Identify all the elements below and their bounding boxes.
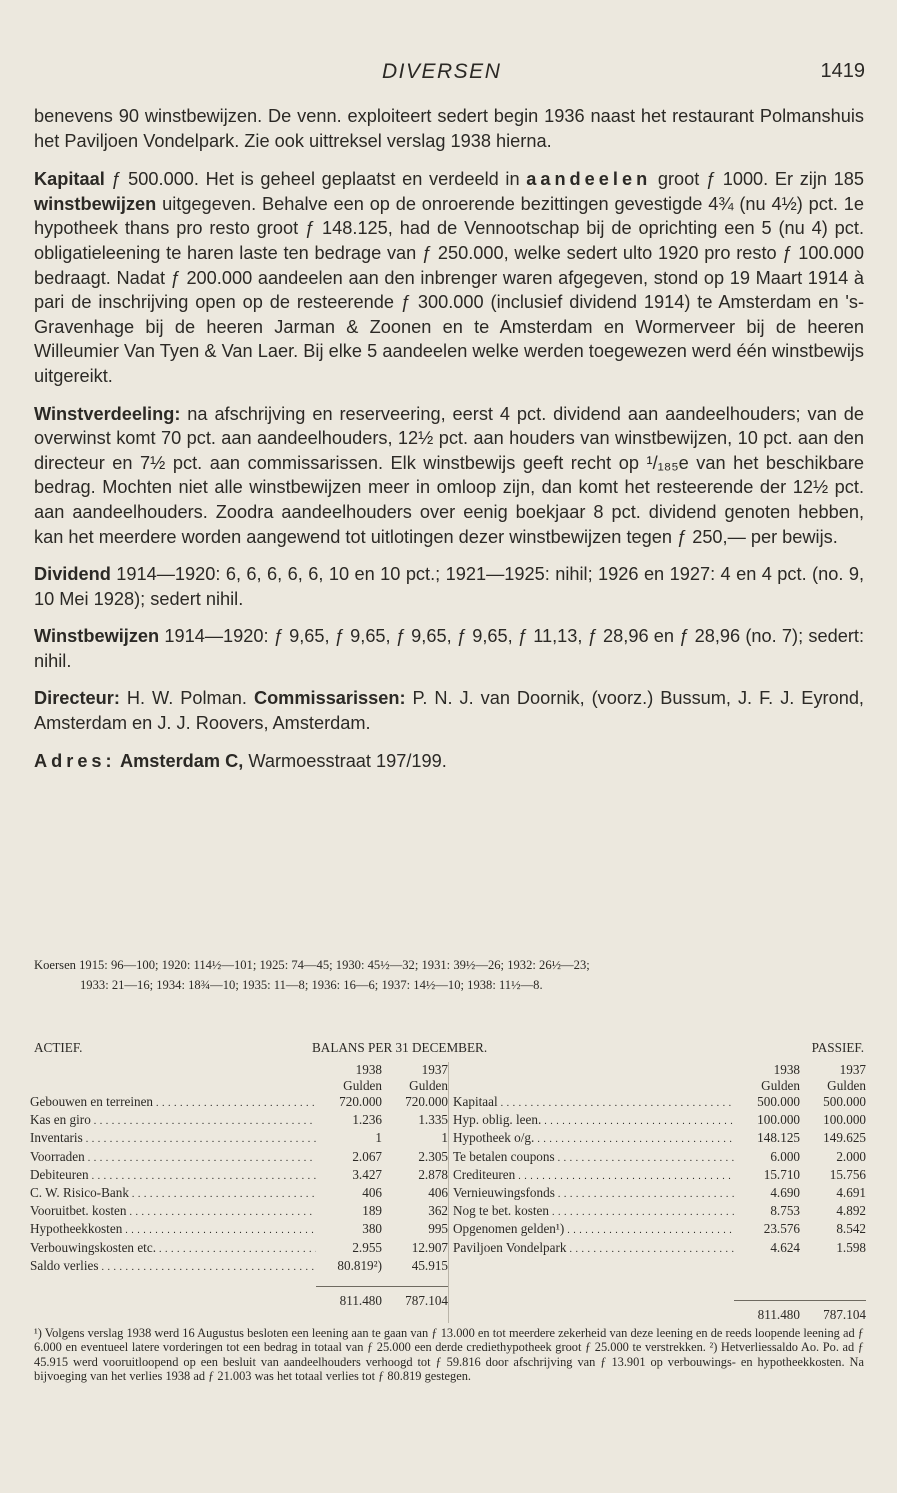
- row-label: Gebouwen en terreinen . . .: [30, 1094, 316, 1112]
- value-1937: 12.907: [411, 1239, 448, 1255]
- value-1937: 15.756: [829, 1166, 866, 1182]
- row-label: Vernieuwingsfonds . . .: [453, 1185, 734, 1203]
- assets-totals: [316, 1286, 448, 1309]
- value-1938: 23.576: [763, 1221, 800, 1237]
- asset-row: [30, 1203, 448, 1221]
- liability-row: [453, 1112, 866, 1130]
- balance-title: BALANS PER 31 DECEMBER.: [312, 1040, 488, 1055]
- row-label: Opgenomen gelden¹) . . .: [453, 1221, 734, 1239]
- total-1938: 811.480: [339, 1293, 382, 1309]
- row-label: Voorraden . . .: [30, 1149, 316, 1167]
- row-label: Paviljoen Vondelpark . . .: [453, 1240, 734, 1258]
- commissarissen-label: Commissarissen:: [253, 688, 406, 709]
- value-1937: 720.000: [405, 1094, 448, 1109]
- value-1937: 8.542: [836, 1221, 866, 1237]
- liabilities-rows: [453, 1094, 866, 1258]
- row-label: Kas en giro . . .: [30, 1112, 316, 1130]
- koersen-line-2: 1933: 21—16; 1934: 18¾—10; 1935: 11—8; 1936: 16—6; 1937: 14½—10; 1938: 11½—8.: [80, 978, 543, 992]
- row-label: Vooruitbet. kosten . . .: [30, 1203, 316, 1221]
- value-1937: 500.000: [823, 1094, 866, 1109]
- directeur-text: H. W. Polman.: [119, 688, 254, 709]
- row-label: Crediteuren . . .: [453, 1167, 734, 1185]
- row-label: Hypotheekkosten . . .: [30, 1221, 316, 1239]
- koersen-line-1: Koersen 1915: 96—100; 1920: 114½—101; 1925: 74—45; 1930: 45½—32; 1931: 39½—26; 1932: 26½—23;: [34, 958, 590, 972]
- winstbewijzen-paragraph: [34, 624, 864, 673]
- dividend-paragraph: [34, 562, 864, 611]
- value-1937: 1: [441, 1130, 448, 1146]
- body-text: [34, 104, 864, 786]
- row-label: Hyp. oblig. leen. . . .: [453, 1112, 734, 1130]
- value-1938: 15.710: [763, 1166, 800, 1182]
- adres-paragraph: [34, 749, 864, 774]
- balance-sheet: [30, 1040, 866, 1323]
- adres-street: Warmoesstraat 197/199.: [243, 750, 447, 771]
- actief-heading: ACTIEF.: [34, 1040, 83, 1055]
- asset-row: [30, 1240, 448, 1258]
- unit-label: Gulden: [761, 1078, 800, 1093]
- row-label: Verbouwingskosten etc. . . .: [30, 1240, 316, 1258]
- total-1937: 787.104: [405, 1293, 448, 1309]
- winstverdeeling-label: Winstverdeeling:: [34, 403, 181, 424]
- value-1938: 6.000: [770, 1148, 800, 1164]
- value-1938: 2.067: [352, 1148, 382, 1164]
- value-1937: 1.598: [836, 1239, 866, 1255]
- directeur-label: Directeur:: [34, 688, 120, 709]
- value-1938: 406: [362, 1185, 382, 1201]
- value-1938: 720.000: [339, 1094, 382, 1109]
- value-1937: 45.915: [411, 1257, 448, 1273]
- year-1937: 1937: [839, 1062, 866, 1077]
- value-1937: 2.878: [418, 1166, 448, 1182]
- assets-unit-head: [30, 1078, 448, 1094]
- value-1938: 500.000: [757, 1094, 800, 1109]
- asset-row: [30, 1149, 448, 1167]
- kapitaal-label: Kapitaal: [34, 169, 105, 190]
- row-label: Inventaris . . .: [30, 1130, 316, 1148]
- asset-row: [30, 1185, 448, 1203]
- running-title: DIVERSEN: [382, 60, 502, 83]
- asset-row: [30, 1221, 448, 1239]
- kapitaal-text-b: groot ƒ 1000. Er zijn 185: [651, 169, 864, 190]
- commissarissen-text: P. N. J. van Doornik, (voorz.) Bussum, J. F. J. Eyrond, Amsterdam en J. J. Roovers, Amsterdam.: [34, 688, 864, 734]
- winstbewijzen-label: Winstbewijzen: [34, 626, 160, 647]
- liabilities-totals: [734, 1300, 866, 1323]
- kapitaal-paragraph: [34, 167, 864, 388]
- kapitaal-text-c: uitgegeven. Behalve een op de onroerende bezittingen gevestigde 4¾ (nu 4½) pct. 1e hypotheek thans pro resto groot ƒ 148.125, had de Vennootschap bij de oprichting een 5 (nu 4) pct. obligatieleening te haren laste ten bedrage van ƒ 250.000, welke sedert ulto 1920 pro resto ƒ 100.000 bedraagt. Nadat ƒ 200.000 aandeelen aan den inbrenger waren afgegeven, stond op 19 Maart 1914 à pari de inschrijving open op de resteerende ƒ 300.000 (inclusief dividend 1914) te Amsterdam en 's-Gravenhage bij de heeren Jarman & Zoonen en te Amsterdam en Wormerveer bij de heeren Willeumier Van Tyen & Van Laer. Bij elke 5 aandeelen welke werden toegewezen werd één winstbewijs uitgereikt.: [34, 193, 864, 386]
- assets-year-head: [30, 1062, 448, 1078]
- value-1938: 148.125: [757, 1130, 800, 1146]
- dividend-label: Dividend: [34, 564, 111, 585]
- koersen-block: [34, 955, 864, 995]
- row-label: Nog te bet. kosten . . .: [453, 1203, 734, 1221]
- assets-rows: [30, 1094, 448, 1276]
- winstbewijzen-bold: winstbewijzen: [34, 193, 157, 214]
- liabilities-unit-head: [453, 1078, 866, 1094]
- dividend-text: 1914—1920: 6, 6, 6, 6, 6, 10 en 10 pct.; 1921—1925: nihil; 1926 en 1927: 4 en 4 pct. (no. 9, 10 Mei 1928); sedert nihil.: [34, 564, 864, 609]
- row-label: Debiteuren . . .: [30, 1167, 316, 1185]
- value-1937: 100.000: [823, 1112, 866, 1128]
- liability-row: [453, 1094, 866, 1112]
- value-1937: 2.305: [418, 1148, 448, 1164]
- value-1938: 100.000: [757, 1112, 800, 1128]
- asset-row: [30, 1167, 448, 1185]
- asset-row: [30, 1094, 448, 1112]
- value-1938: 4.690: [770, 1185, 800, 1201]
- year-1938: 1938: [355, 1062, 382, 1077]
- page-number: 1419: [820, 60, 865, 82]
- liability-row: [453, 1240, 866, 1258]
- asset-row: [30, 1112, 448, 1130]
- total-1937: 787.104: [823, 1306, 866, 1322]
- liability-row: [453, 1221, 866, 1239]
- assets-side: [30, 1062, 448, 1323]
- page-header: [0, 60, 897, 90]
- value-1938: 8.753: [770, 1203, 800, 1219]
- total-1938: 811.480: [757, 1306, 800, 1322]
- asset-row: [30, 1258, 448, 1276]
- liabilities-side: [448, 1062, 866, 1323]
- value-1938: 1: [375, 1130, 382, 1146]
- row-label: Saldo verlies . . .: [30, 1258, 316, 1276]
- liability-row: [453, 1185, 866, 1203]
- unit-label: Gulden: [343, 1078, 382, 1093]
- row-label: Kapitaal . . .: [453, 1094, 734, 1112]
- year-1938: 1938: [773, 1062, 800, 1077]
- directie-paragraph: [34, 686, 864, 735]
- aandeelen-spaced: aandeelen: [526, 169, 652, 190]
- liability-row: [453, 1167, 866, 1185]
- adres-city: Amsterdam C,: [115, 750, 244, 771]
- value-1938: 1.236: [352, 1112, 382, 1128]
- value-1938: 380: [362, 1221, 382, 1237]
- value-1938: 4.624: [770, 1239, 800, 1255]
- value-1937: 995: [428, 1221, 448, 1237]
- liability-row: [453, 1149, 866, 1167]
- row-label: Hypotheek o/g. . . .: [453, 1130, 734, 1148]
- row-label: Te betalen coupons . . .: [453, 1149, 734, 1167]
- asset-row: [30, 1130, 448, 1148]
- unit-label: Gulden: [409, 1078, 448, 1093]
- value-1937: 1.335: [418, 1112, 448, 1128]
- value-1938: 189: [362, 1203, 382, 1219]
- winstverdeeling-text: na afschrijving en reserveering, eerst 4 pct. dividend aan aandeelhouders; van de overwinst komt 70 pct. aan aandeelhouders, 12½ pct. aan houders van winstbewijzen, 10 pct. aan den directeur en 7½ pct. aan commissarissen. Elk winstbewijs geeft recht op ¹/₁₈₅e van het beschikbare bedrag. Mochten niet alle winstbewijzen meer in omloop zijn, dan komt het resteerende der 12½ pct. aan aandeelhouders. Zoodra aandeelhouders over eenig boekjaar 8 pct. dividend genoten hebben, kan het meerdere worden aangewend tot uitlotingen dezer winstbewijzen tegen ƒ 250,— per bewijs.: [34, 403, 864, 547]
- liability-row: [453, 1130, 866, 1148]
- winstverdeeling-paragraph: [34, 402, 864, 550]
- row-label: C. W. Risico-Bank . . .: [30, 1185, 316, 1203]
- footnote: ¹) Volgens verslag 1938 werd 16 Augustus besloten een leening aan te gaan van ƒ 13.000 en tot meerdere zekerheid van deze leening en de reeds loopende leening ad ƒ 6.000 en eventueel latere vorderingen tot een bedrag in totaal van ƒ 25.000 een derde crediethypotheek groot ƒ 25.000 te verstrekken. ²) Hetverliessaldo Ao. Po. ad ƒ 45.915 werd vooruitloopend op een besluit van aandeelhouders verhoogd tot ƒ 59.816 door afschrijving van ƒ 13.901 op verbouwings- en hypotheekkosten. Na bijvoeging van het verlies 1938 ad ƒ 21.003 was het totaal verlies tot ƒ 80.819 gestegen.: [34, 1326, 864, 1383]
- liability-row: [453, 1203, 866, 1221]
- value-1937: 406: [428, 1185, 448, 1201]
- passief-heading: PASSIEF.: [811, 1040, 864, 1055]
- winstbewijzen-text: 1914—1920: ƒ 9,65, ƒ 9,65, ƒ 9,65, ƒ 9,65, ƒ 11,13, ƒ 28,96 en ƒ 28,96 (no. 7); sedert: nihil.: [34, 626, 864, 671]
- adres-label: Adres:: [34, 750, 116, 771]
- year-1937: 1937: [421, 1062, 448, 1077]
- value-1937: 4.892: [836, 1203, 866, 1219]
- value-1938: 3.427: [352, 1166, 382, 1182]
- value-1938: 80.819²): [337, 1257, 382, 1273]
- kapitaal-text-a: ƒ 500.000. Het is geheel geplaatst en verdeeld in: [104, 169, 527, 190]
- balance-columns: [30, 1062, 866, 1323]
- value-1937: 4.691: [836, 1185, 866, 1201]
- liabilities-year-head: [453, 1062, 866, 1078]
- value-1937: 149.625: [823, 1130, 866, 1146]
- intro-paragraph: benevens 90 winstbewijzen. De venn. exploiteert sedert begin 1936 naast het restaurant Polmanshuis het Paviljoen Vondelpark. Zie ook uittreksel verslag 1938 hierna.: [34, 106, 864, 151]
- value-1937: 2.000: [836, 1148, 866, 1164]
- unit-label: Gulden: [827, 1078, 866, 1093]
- balance-headings: [30, 1040, 866, 1062]
- value-1938: 2.955: [352, 1239, 382, 1255]
- value-1937: 362: [428, 1203, 448, 1219]
